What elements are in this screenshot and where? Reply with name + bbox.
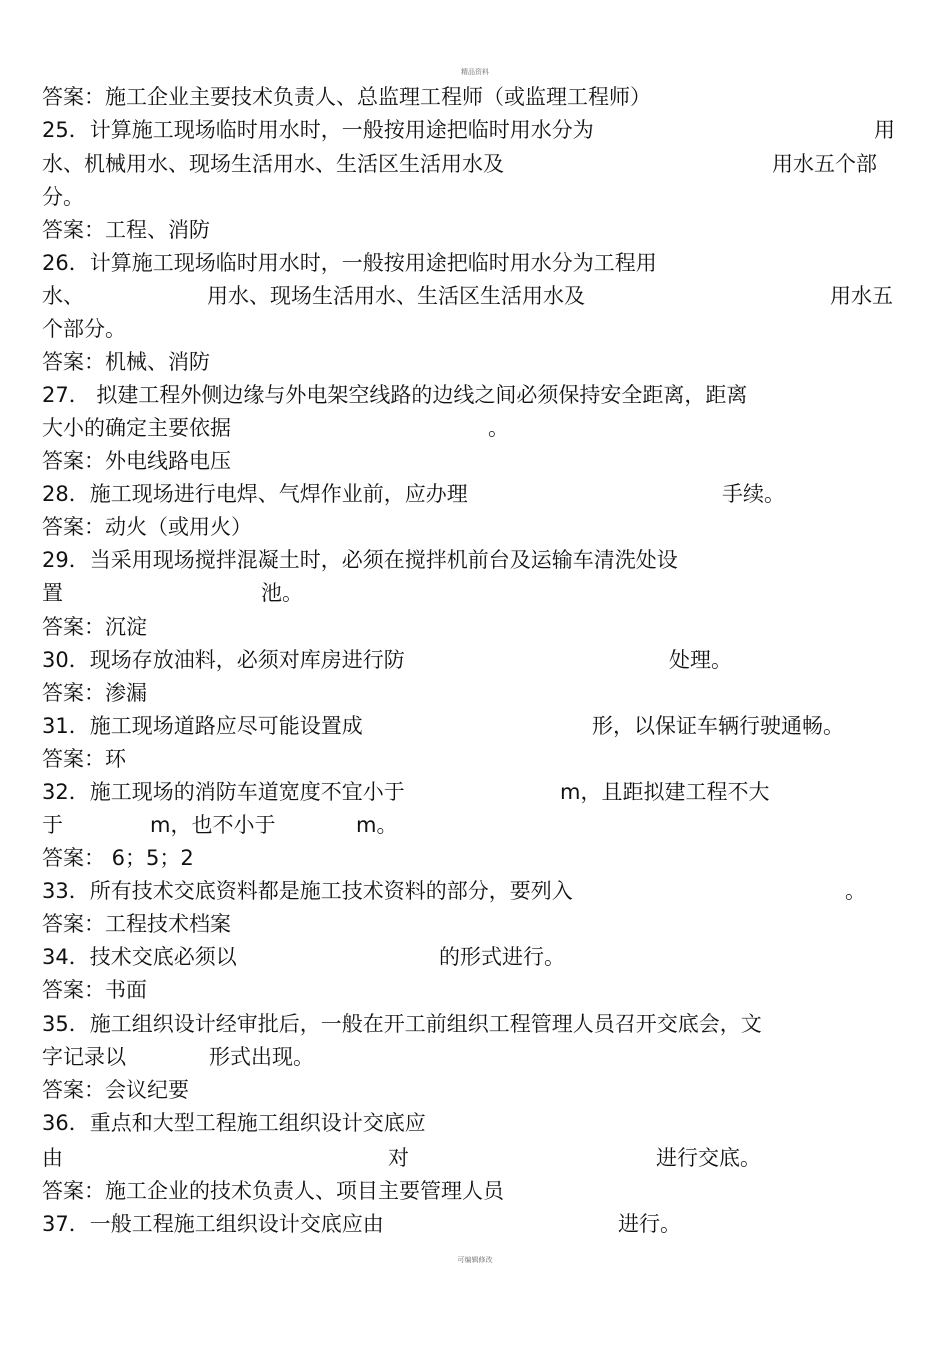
answer-33: 答案：工程技术档案 [42, 912, 231, 936]
question-25-text-end: 用 [874, 118, 895, 142]
question-37-text: 37．一般工程施工组织设计交底应由 [42, 1212, 384, 1236]
question-34-text: 34．技术交底必须以 [42, 945, 237, 969]
question-33-text: 33．所有技术交底资料都是施工技术资料的部分，要列入 [42, 879, 573, 903]
question-36-text: 36．重点和大型工程施工组织设计交底应 [42, 1111, 426, 1135]
question-26-line2-end: 用水五 [830, 284, 893, 308]
question-26-line3: 个部分。 [42, 317, 126, 341]
question-29-line2: 置 [42, 581, 63, 605]
answer-30: 答案：渗漏 [42, 681, 147, 705]
question-36-line2-start: 由 [42, 1146, 63, 1170]
answer-32: 答案： 6；5；2 [42, 846, 194, 870]
question-34-text-end: 的形式进行。 [439, 945, 565, 969]
answer-25: 答案：工程、消防 [42, 218, 210, 242]
question-32-text-end: m，且距拟建工程不大 [560, 780, 770, 804]
question-28-text: 28．施工现场进行电焊、气焊作业前，应办理 [42, 482, 468, 506]
question-29-line2-end: 池。 [261, 581, 303, 605]
question-33-text-end: 。 [845, 879, 866, 903]
question-25-line3: 分。 [42, 185, 84, 209]
question-32-text: 32．施工现场的消防车道宽度不宜小于 [42, 780, 405, 804]
question-30-text-end: 处理。 [669, 648, 732, 672]
page-header: 精品资料 [461, 68, 489, 76]
question-25-line2-end: 用水五个部 [772, 152, 877, 176]
answer-27: 答案：外电线路电压 [42, 449, 231, 473]
answer-36: 答案：施工企业的技术负责人、项目主要管理人员 [42, 1179, 504, 1203]
question-26-line2-mid: 用水、现场生活用水、生活区生活用水及 [207, 284, 585, 308]
question-27-line2: 大小的确定主要依据 [42, 416, 231, 440]
answer-35: 答案：会议纪要 [42, 1078, 189, 1102]
question-28-text-end: 手续。 [722, 482, 785, 506]
question-25-line2: 水、机械用水、现场生活用水、生活区生活用水及 [42, 152, 504, 176]
answer-29: 答案：沉淀 [42, 615, 147, 639]
question-30-text: 30．现场存放油料，必须对库房进行防 [42, 648, 405, 672]
question-32-line2-end: m。 [356, 813, 398, 837]
question-32-line2-mid: m，也不小于 [150, 813, 276, 837]
answer-26: 答案：机械、消防 [42, 350, 210, 374]
page-footer: 可编辑修改 [457, 1256, 493, 1264]
question-27-line2-end: 。 [488, 416, 509, 440]
question-32-line2-start: 于 [42, 813, 63, 837]
question-26-line2-start: 水、 [42, 284, 84, 308]
question-31-text-end: 形，以保证车辆行驶通畅。 [592, 714, 844, 738]
question-26-text: 26．计算施工现场临时用水时，一般按用途把临时用水分为工程用 [42, 251, 657, 275]
question-25-text: 25．计算施工现场临时用水时，一般按用途把临时用水分为 [42, 118, 594, 142]
question-35-text: 35．施工组织设计经审批后，一般在开工前组织工程管理人员召开交底会，文 [42, 1012, 762, 1036]
question-35-line2: 字记录以 [42, 1045, 126, 1069]
question-35-line2-end: 形式出现。 [209, 1045, 314, 1069]
question-27-text: 27． 拟建工程外侧边缘与外电架空线路的边线之间必须保持安全距离，距离 [42, 383, 748, 407]
question-36-line2-end: 进行交底。 [656, 1146, 761, 1170]
question-29-text: 29．当采用现场搅拌混凝土时，必须在搅拌机前台及运输车清洗处设 [42, 548, 678, 572]
answer-28: 答案：动火（或用火） [42, 515, 252, 539]
question-37-text-end: 进行。 [618, 1212, 681, 1236]
answer-31: 答案：环 [42, 747, 126, 771]
answer-24: 答案：施工企业主要技术负责人、总监理工程师（或监理工程师） [42, 85, 651, 109]
answer-34: 答案：书面 [42, 978, 147, 1002]
question-36-line2-mid: 对 [388, 1146, 409, 1170]
question-31-text: 31．施工现场道路应尽可能设置成 [42, 714, 363, 738]
